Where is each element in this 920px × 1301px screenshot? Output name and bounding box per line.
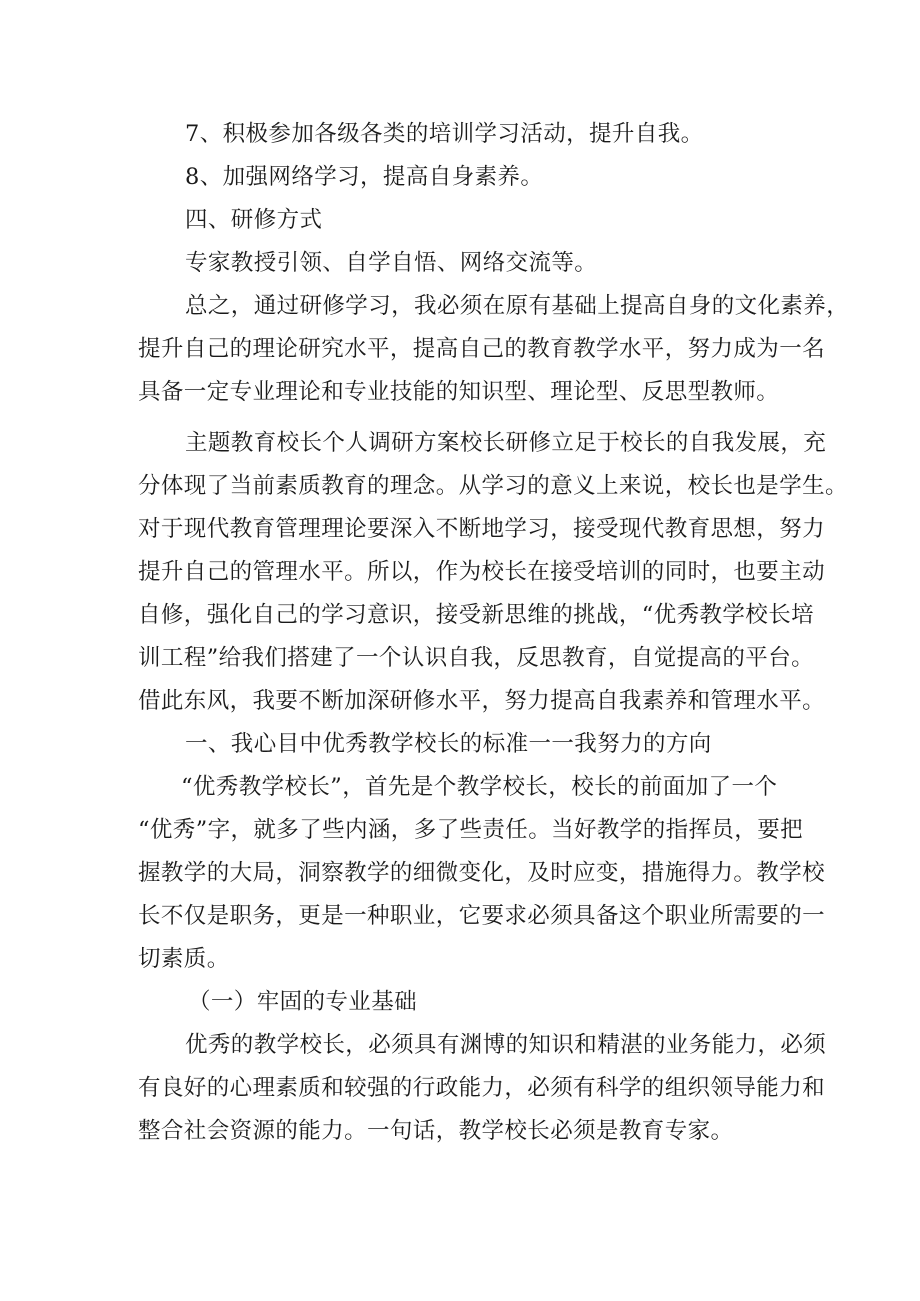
paragraph-line: 长不仅是职务，更是一种职业，它要求必须具备这个职业所需要的一 [138,903,826,929]
paragraph-line: 总之，通过研修学习，我必须在原有基础上提高自身的文化素养， [185,293,850,319]
paragraph-methods: 专家教授引领、自学自悟、网络交流等。 [185,250,598,276]
paragraph-line: 训工程”给我们搭建了一个认识自我，反思教育，自觉提高的平台。 [138,645,815,671]
paragraph-line: 自修，强化自己的学习意识，接受新思维的挑战，“优秀教学校长培 [138,602,815,628]
paragraph-excellent [138,766,826,981]
paragraph-line: “优秀教学校长”，首先是个教学校长，校长的前面加了一个 [181,774,778,800]
paragraph-line: 具备一定专业理论和专业技能的知识型、理论型、反思型教师。 [138,379,780,405]
subsection-heading-1: （一）牢固的专业基础 [188,989,418,1015]
list-item-8: 8、加强网络学习，提高自身素养。 [185,164,544,190]
paragraph-summary [138,285,850,414]
spacer [138,414,798,422]
section-heading-1: 一、我心目中优秀教学校长的标准一一我努力的方向 [185,731,712,757]
list-item-7: 7、积极参加各级各类的培训学习活动，提升自我。 [185,121,704,147]
paragraph-line: 优秀的教学校长，必须具有渊博的知识和精湛的业务能力，必须 [185,1032,827,1058]
paragraph-foundation [138,1024,827,1153]
paragraph-line: 提升自己的管理水平。所以，作为校长在接受培训的同时，也要主动 [138,559,826,585]
paragraph-line: 握教学的大局，洞察教学的细微变化，及时应变，措施得力。教学校 [138,860,826,886]
paragraph-line: “优秀”字，就多了些内涵，多了些责任。当好教学的指挥员，要把 [138,817,804,843]
paragraph-line: 有良好的心理素质和较强的行政能力，必须有科学的组织领导能力和 [138,1075,826,1101]
section-heading-4: 四、研修方式 [185,207,323,233]
paragraph-line: 切素质。 [138,946,230,972]
paragraph-line: 分体现了当前素质教育的理念。从学习的意义上来说，校长也是学生。 [138,473,848,499]
document-body [138,113,850,1153]
paragraph-line: 整合社会资源的能力。一句话，教学校长必须是教育专家。 [138,1118,734,1144]
paragraph-intro [138,422,848,723]
paragraph-line: 对于现代教育管理理论要深入不断地学习，接受现代教育思想，努力 [138,516,826,542]
paragraph-line: 借此东风，我要不断加深研修水平，努力提高自我素养和管理水平。 [138,688,826,714]
paragraph-line: 提升自己的理论研究水平，提高自己的教育教学水平，努力成为一名 [138,336,826,362]
paragraph-line: 主题教育校长个人调研方案校长研修立足于校长的自我发展，充 [185,430,827,456]
